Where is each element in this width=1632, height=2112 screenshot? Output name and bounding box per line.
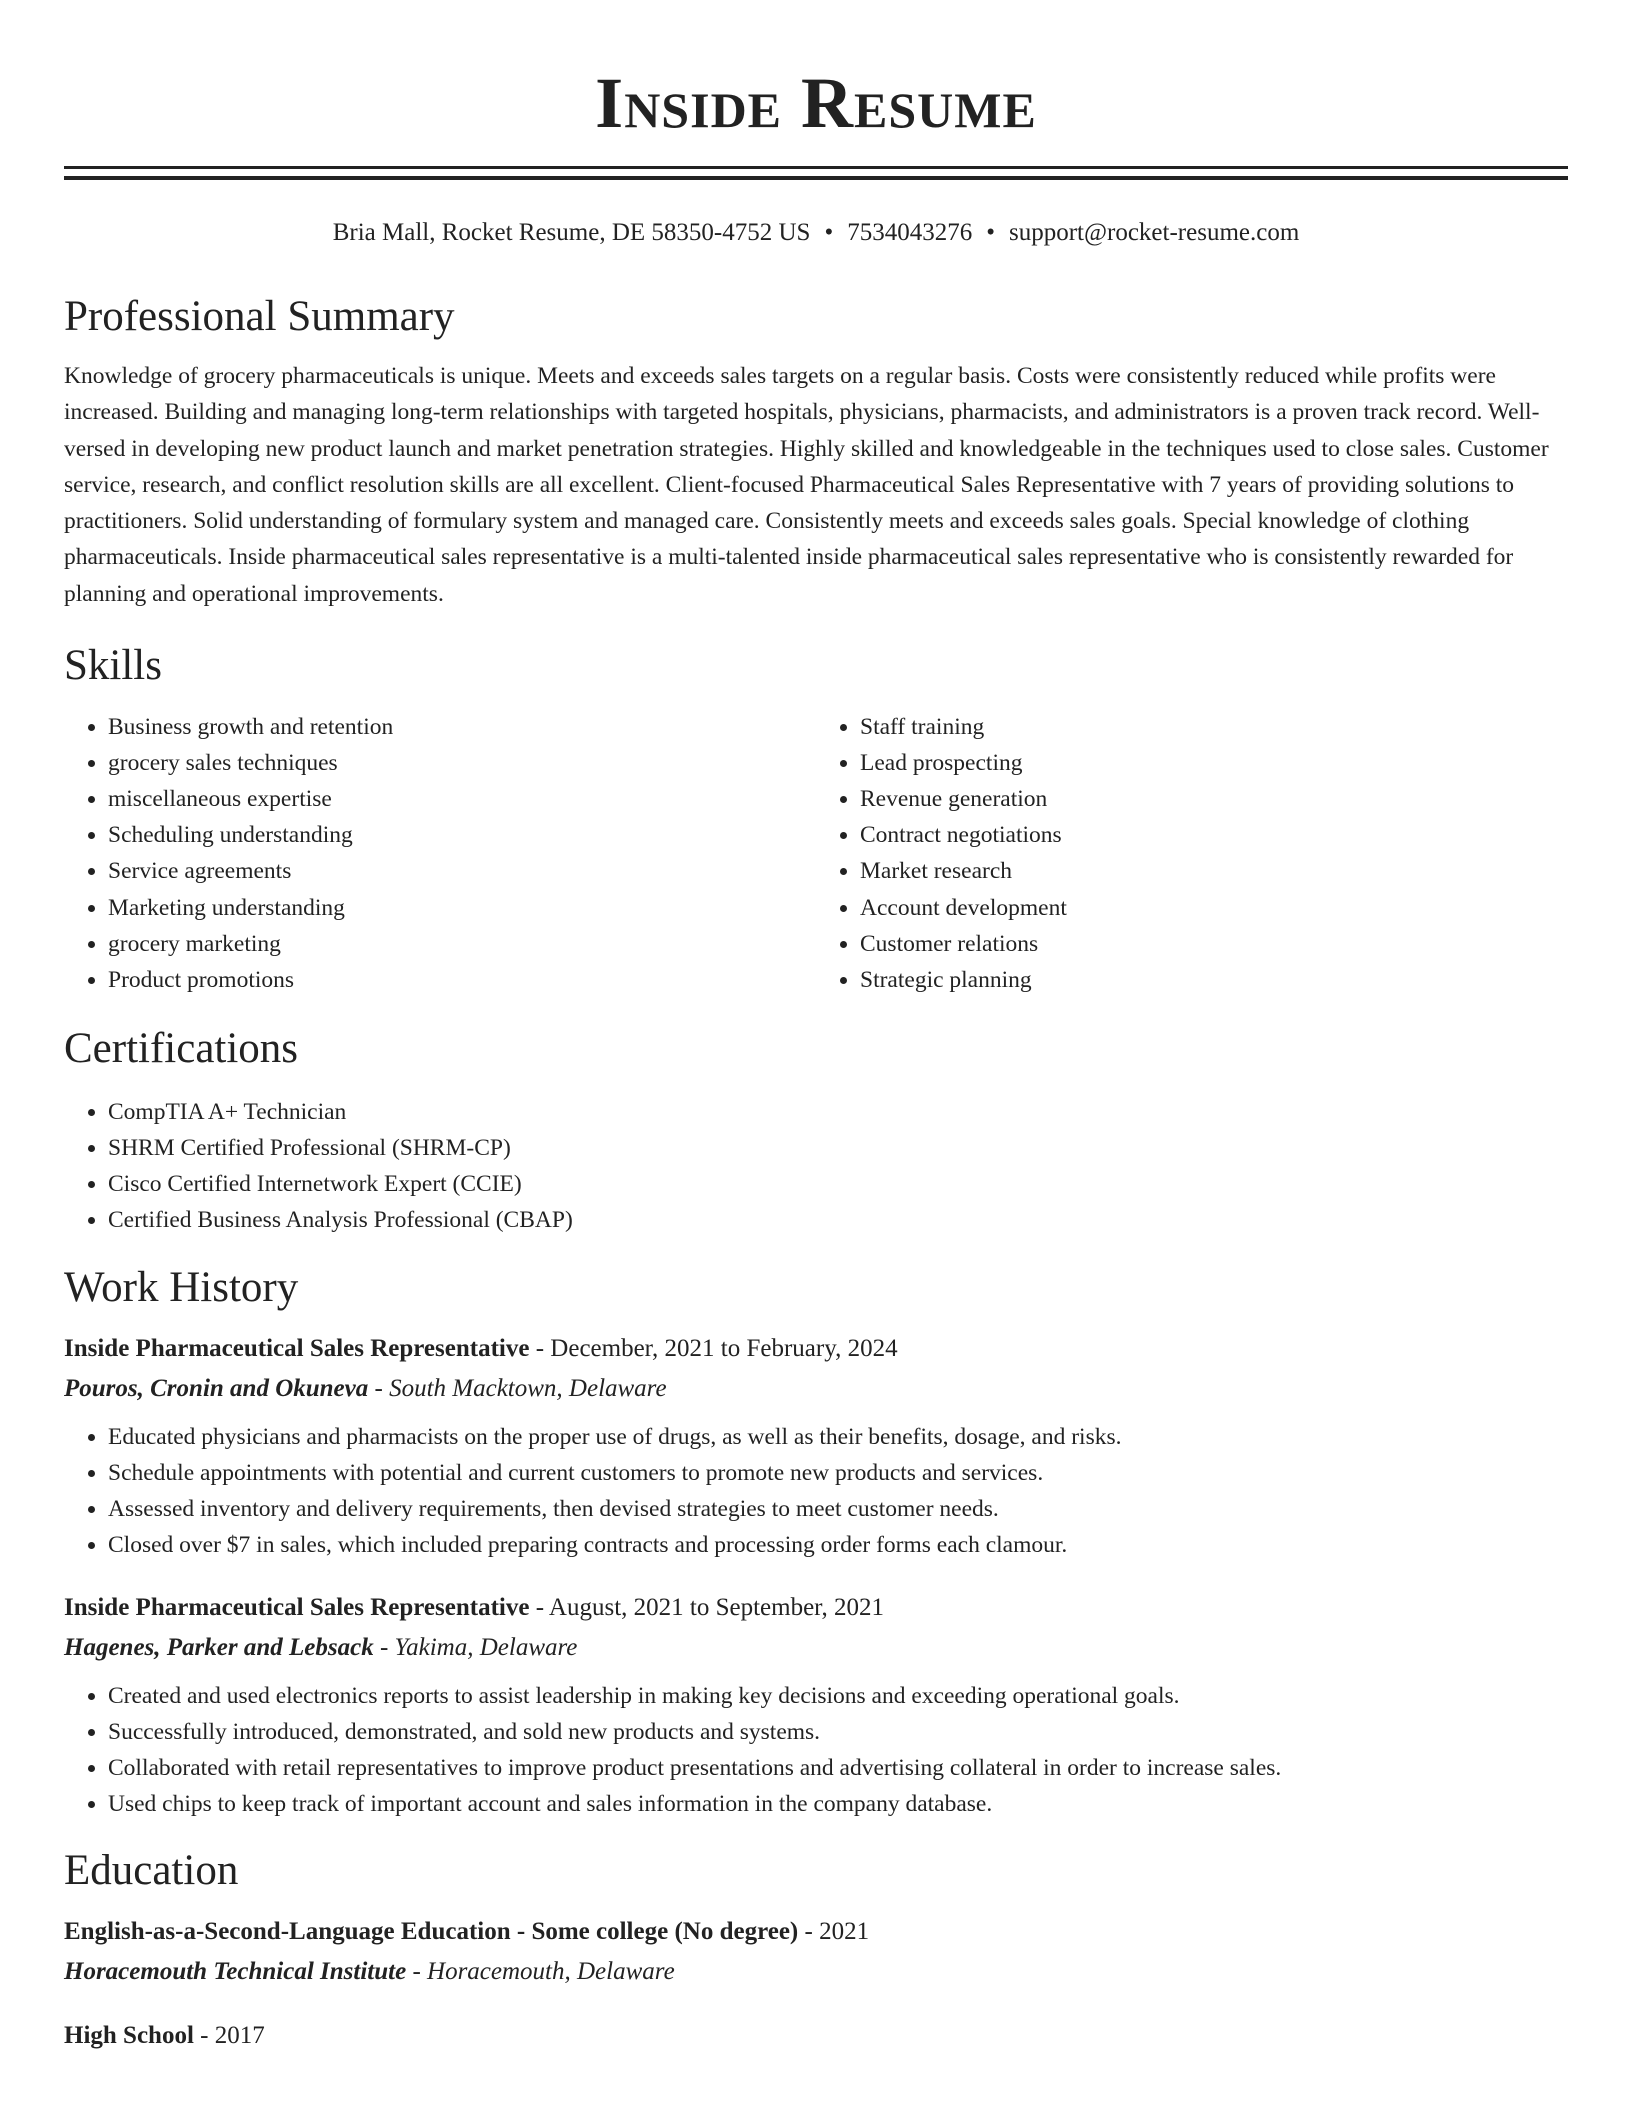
- summary-heading: Professional Summary: [64, 293, 455, 340]
- skills-list-left: [64, 709, 816, 998]
- job-bullet: • Collaborated with retail representatives to improve product presentations and advertising collateral in order to increase sales.: [108, 1750, 1568, 1786]
- job-dates: December, 2021 to February, 2024: [550, 1335, 898, 1363]
- skill-item: • grocery marketing: [108, 926, 816, 962]
- job-bullets: [64, 1419, 1568, 1563]
- skill-item: • Account development: [860, 890, 1568, 926]
- skill-item: • Lead prospecting: [860, 745, 1568, 781]
- job-bullet: • Created and used electronics reports to assist leadership in making key decisions and exceeding operational goals.: [108, 1678, 1568, 1714]
- job-company-line: Pouros, Cronin and Okuneva - South Macktown, Delaware: [64, 1375, 667, 1403]
- education-year: 2021: [819, 1917, 870, 1945]
- education-location: Horacemouth, Delaware: [427, 1957, 675, 1985]
- certification-item: • Cisco Certified Internetwork Expert (CCIE): [108, 1166, 1568, 1202]
- skills-list-right: [816, 709, 1568, 998]
- education-entry: [64, 2016, 1568, 2056]
- education-header: English-as-a-Second-Language Education - Some college (No degree) - 2021: [64, 1917, 870, 1945]
- certifications-list: [64, 1094, 1568, 1238]
- skill-item: • Product promotions: [108, 962, 816, 998]
- skill-item: • Market research: [860, 853, 1568, 889]
- contact-separator: •: [986, 219, 995, 246]
- education-year: 2017: [214, 2021, 265, 2049]
- resume-name: Inside Resume: [595, 63, 1037, 143]
- job-company: Hagenes, Parker and Lebsack: [64, 1633, 374, 1661]
- certification-item: • SHRM Certified Professional (SHRM-CP): [108, 1130, 1568, 1166]
- job-dates: August, 2021 to September, 2021: [548, 1593, 885, 1621]
- job-bullet: • Used chips to keep track of important account and sales information in the company database.: [108, 1786, 1568, 1822]
- job-role: Inside Pharmaceutical Sales Representative: [64, 1335, 530, 1363]
- job-bullet: • Schedule appointments with potential and current customers to promote new products and services.: [108, 1455, 1568, 1491]
- skill-item: • grocery sales techniques: [108, 745, 816, 781]
- skill-item: • Scheduling understanding: [108, 817, 816, 853]
- education-heading: Education: [64, 1846, 239, 1894]
- job-role: Inside Pharmaceutical Sales Representative: [64, 1593, 530, 1621]
- contact-address: Bria Mall, Rocket Resume, DE 58350-4752 US: [332, 219, 811, 246]
- job-entry: [64, 1329, 1568, 1563]
- skill-item: • Revenue generation: [860, 781, 1568, 817]
- job-company-line: Hagenes, Parker and Lebsack - Yakima, Delaware: [64, 1633, 578, 1661]
- certifications-heading: Certifications: [64, 1024, 299, 1072]
- education-degree: High School: [64, 2021, 194, 2049]
- job-company: Pouros, Cronin and Okuneva: [64, 1375, 369, 1403]
- job-header: Inside Pharmaceutical Sales Representative - December, 2021 to February, 2024: [64, 1335, 898, 1363]
- skill-item: • miscellaneous expertise: [108, 781, 816, 817]
- summary-text: Knowledge of grocery pharmaceuticals is unique. Meets and exceeds sales targets on a regular basis. Costs were consistently reduced while profits were increased. Building and managing long-term relationships with targeted hospitals, physicians, pharmacists, and administrators is a proven track record. Well-versed in developing new product launch and market penetration strategies. Highly skilled and knowledgeable in the techniques used to close sales. Customer service, research, and conflict resolution skills are all excellent. Client-focused Pharmaceutical Sales Representative with 7 years of providing solutions to practitioners. Solid understanding of formulary system and managed care. Consistently meets and exceeds sales goals. Special knowledge of clothing pharmaceuticals. Inside pharmaceutical sales representative is a multi-talented inside pharmaceutical sales representative who is consistently rewarded for planning and operational improvements.: [64, 363, 1549, 607]
- skill-item: • Customer relations: [860, 926, 1568, 962]
- skill-item: • Business growth and retention: [108, 709, 816, 745]
- job-entry: [64, 1588, 1568, 1822]
- job-bullet: • Educated physicians and pharmacists on the proper use of drugs, as well as their benefits, dosage, and risks.: [108, 1419, 1568, 1455]
- education-entry: [64, 1912, 1568, 1992]
- job-header: Inside Pharmaceutical Sales Representative - August, 2021 to September, 2021: [64, 1593, 885, 1621]
- skill-item: • Marketing understanding: [108, 890, 816, 926]
- skill-item: • Staff training: [860, 709, 1568, 745]
- skill-item: • Contract negotiations: [860, 817, 1568, 853]
- job-bullet: • Closed over $7 in sales, which included preparing contracts and processing order forms each clamour.: [108, 1527, 1568, 1563]
- header-rule-top: [64, 166, 1568, 169]
- job-bullet: • Assessed inventory and delivery requirements, then devised strategies to meet customer needs.: [108, 1491, 1568, 1527]
- work-history-heading: Work History: [64, 1264, 299, 1312]
- contact-line: [64, 216, 1568, 250]
- skills-heading: Skills: [64, 642, 162, 690]
- certification-item: • Certified Business Analysis Professional (CBAP): [108, 1202, 1568, 1238]
- education-school: Horacemouth Technical Institute: [64, 1957, 407, 1985]
- header-rule-bottom: [64, 176, 1568, 180]
- skill-item: • Service agreements: [108, 853, 816, 889]
- education-school-line: Horacemouth Technical Institute - Horacemouth, Delaware: [64, 1957, 675, 1985]
- skills-grid: [64, 709, 1568, 998]
- job-bullet: • Successfully introduced, demonstrated, and sold new products and systems.: [108, 1714, 1568, 1750]
- contact-email: support@rocket-resume.com: [1008, 219, 1300, 246]
- job-location: Yakima, Delaware: [394, 1633, 578, 1661]
- job-location: South Macktown, Delaware: [389, 1375, 667, 1403]
- contact-phone: 7534043276: [847, 219, 973, 246]
- job-bullets: [64, 1678, 1568, 1822]
- certification-item: • CompTIA A+ Technician: [108, 1094, 1568, 1130]
- education-degree: English-as-a-Second-Language Education - Some college (No degree): [64, 1917, 799, 1945]
- education-header: High School - 2017: [64, 2021, 265, 2049]
- skill-item: • Strategic planning: [860, 962, 1568, 998]
- contact-separator: •: [824, 219, 834, 246]
